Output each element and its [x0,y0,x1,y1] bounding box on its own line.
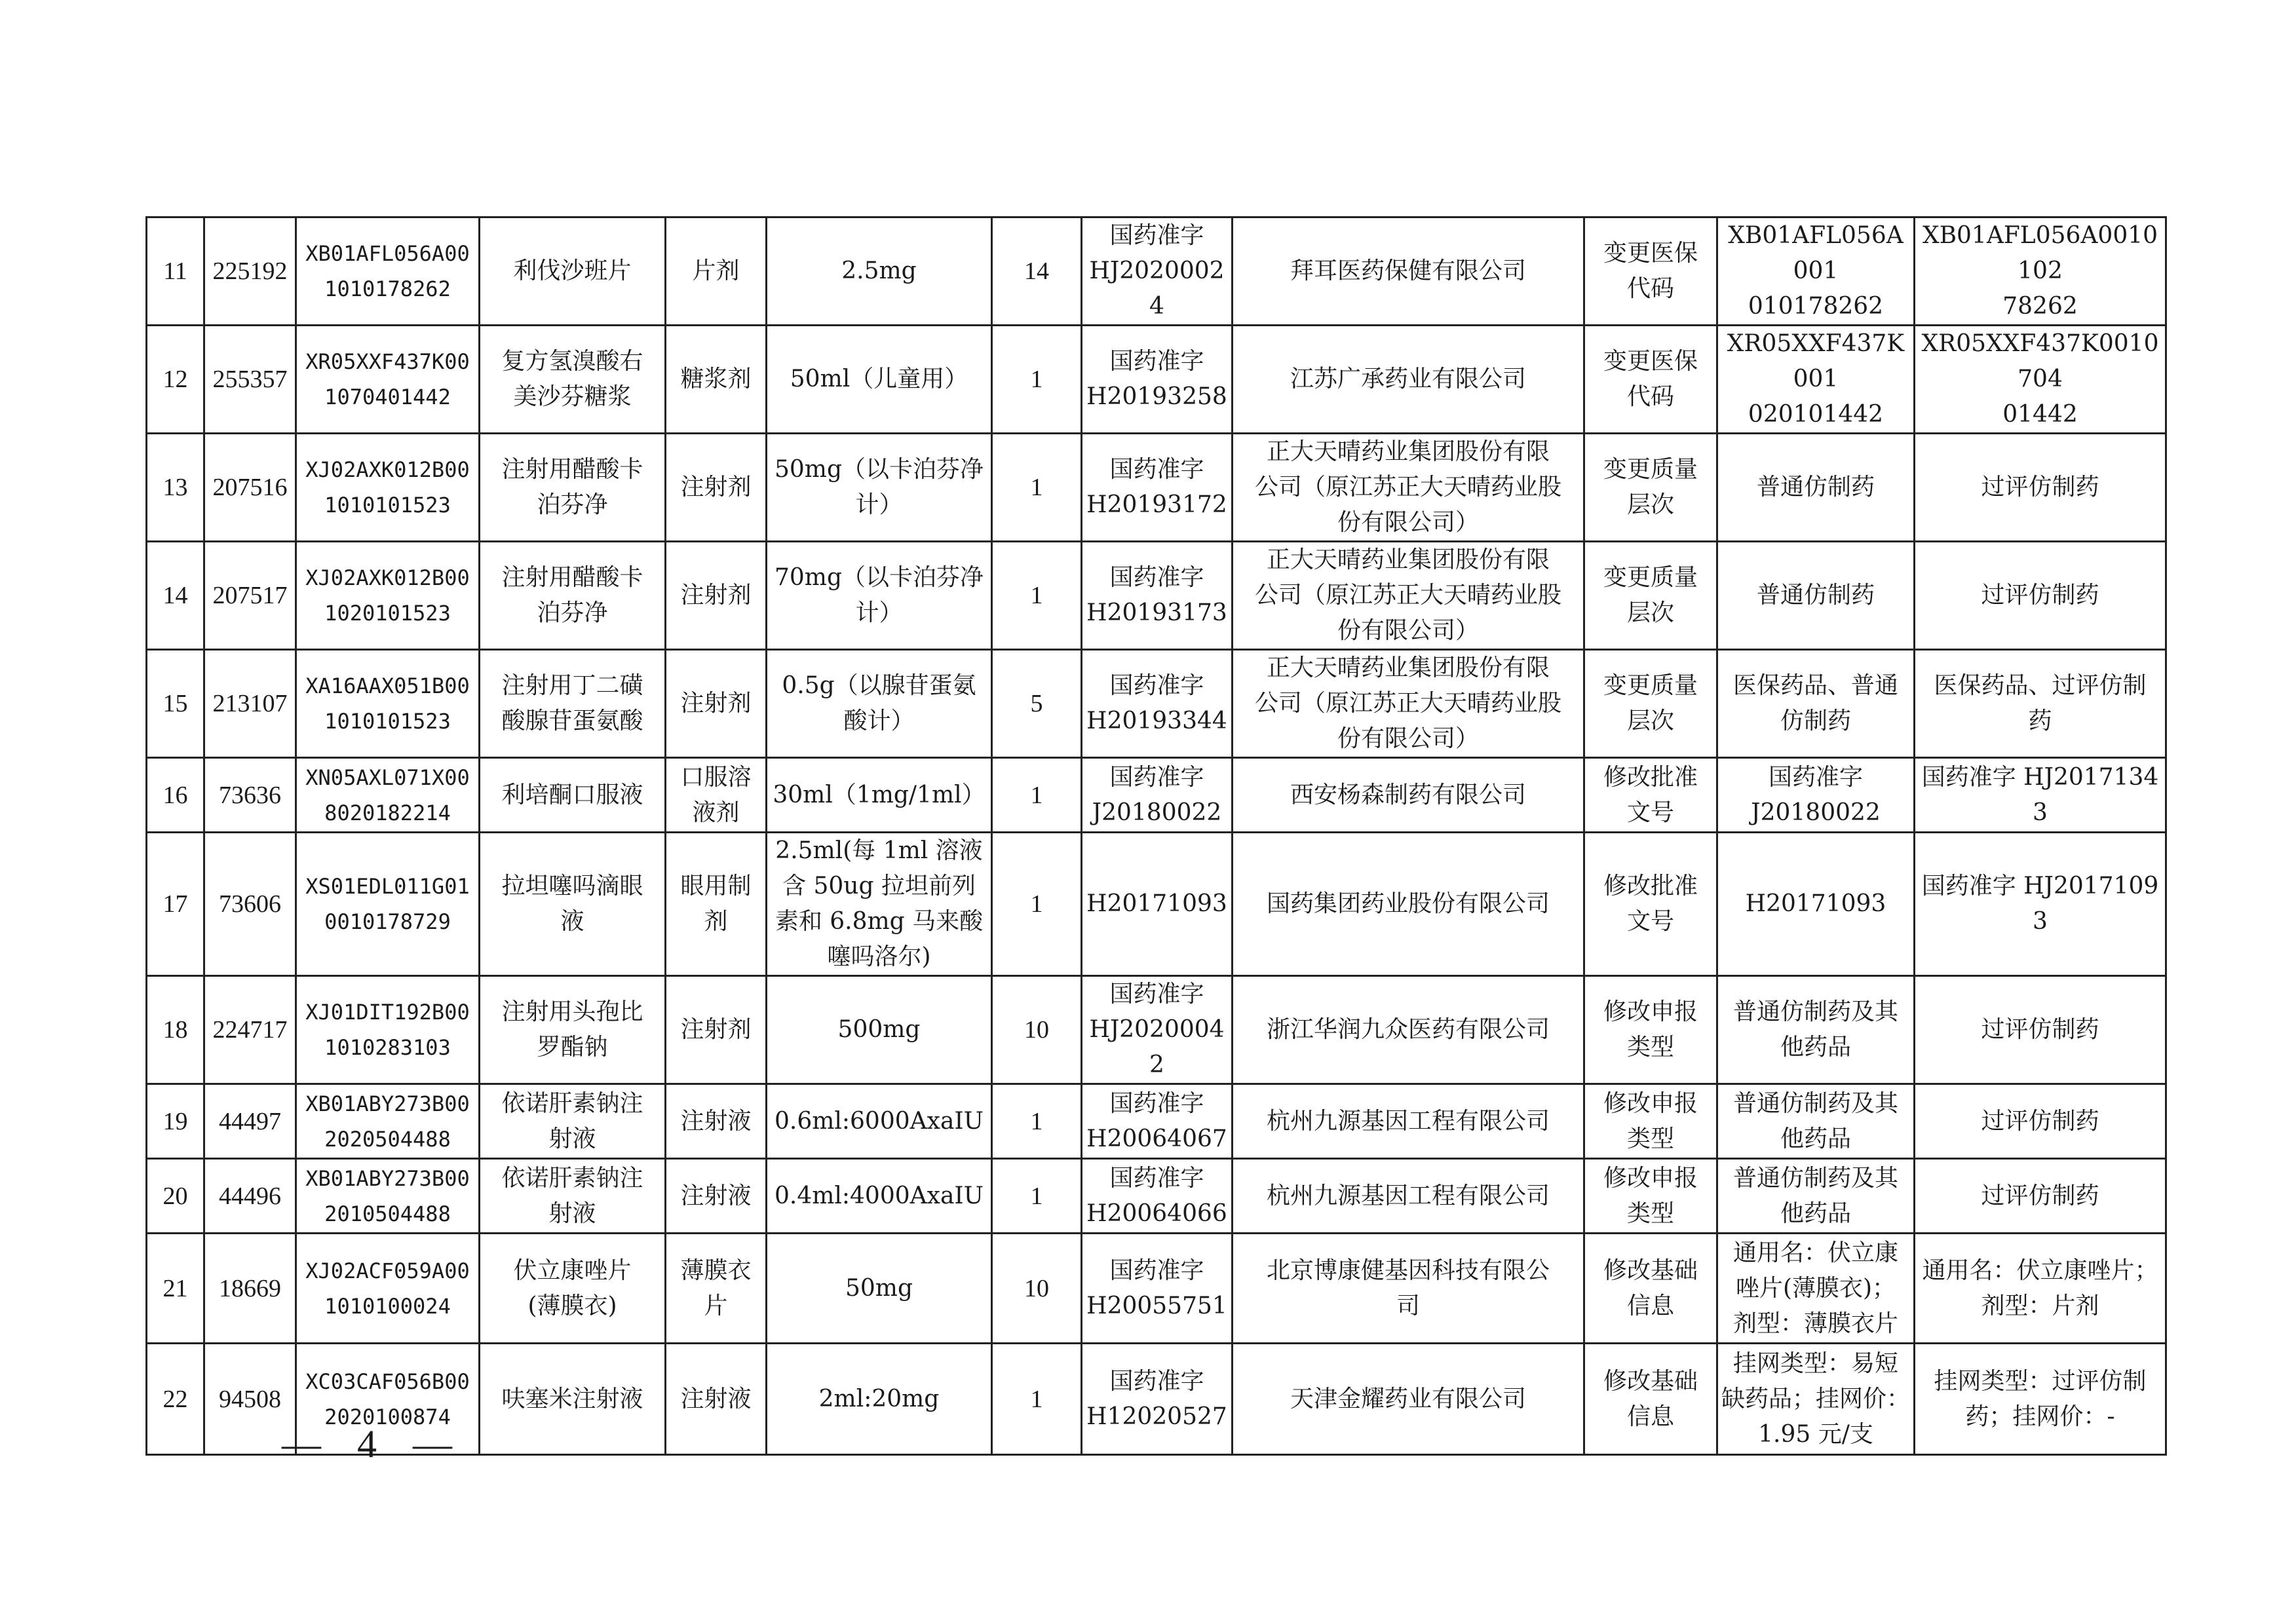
cell-package-quantity: 14 [992,217,1082,326]
cell-value-before: XB01AFL056A001 010178262 [1717,217,1915,326]
cell-change-type: 修改批准 文号 [1584,833,1717,976]
cell-value-before: 普通仿制药 [1717,434,1915,542]
cell-specification: 30ml（1mg/1ml） [767,758,992,833]
cell-value-after: 挂网类型：过评仿制 药；挂网价：- [1915,1344,2166,1455]
cell-value-after: XB01AFL056A0010102 78262 [1915,217,2166,326]
cell-drug-name: 注射用头孢比 罗酯钠 [480,976,666,1084]
cell-row-number: 19 [147,1084,204,1159]
cell-row-number: 22 [147,1344,204,1455]
cell-medical-code: XJ02AXK012B00 1020101523 [296,542,480,650]
cell-drug-id: 207516 [204,434,296,542]
cell-dosage-form: 糖浆剂 [666,326,767,434]
cell-value-before: H20171093 [1717,833,1915,976]
cell-medical-code: XS01EDL011G01 0010178729 [296,833,480,976]
cell-medical-code: XR05XXF437K00 1070401442 [296,326,480,434]
cell-value-after: 过评仿制药 [1915,434,2166,542]
table-row [147,758,2166,833]
cell-value-before: 挂网类型：易短 缺药品；挂网价： 1.95 元/支 [1717,1344,1915,1455]
cell-approval-number: 国药准字 H20064067 [1082,1084,1233,1159]
cell-specification: 50ml（儿童用） [767,326,992,434]
cell-value-before: 普通仿制药及其 他药品 [1717,1159,1915,1234]
cell-dosage-form: 注射液 [666,1084,767,1159]
cell-specification: 50mg（以卡泊芬净 计） [767,434,992,542]
cell-approval-number: 国药准字 HJ20200042 [1082,976,1233,1084]
cell-value-after: 国药准字 HJ20171343 [1915,758,2166,833]
cell-drug-name: 利培酮口服液 [480,758,666,833]
cell-package-quantity: 1 [992,758,1082,833]
table-row [147,1084,2166,1159]
cell-manufacturer: 正大天晴药业集团股份有限 公司（原江苏正大天晴药业股 份有限公司） [1233,650,1584,758]
cell-dosage-form: 眼用制 剂 [666,833,767,976]
cell-manufacturer: 拜耳医药保健有限公司 [1233,217,1584,326]
cell-value-after: 过评仿制药 [1915,542,2166,650]
cell-package-quantity: 10 [992,976,1082,1084]
cell-change-type: 变更质量 层次 [1584,434,1717,542]
cell-specification: 2ml:20mg [767,1344,992,1455]
cell-approval-number: 国药准字 H20193344 [1082,650,1233,758]
cell-row-number: 13 [147,434,204,542]
cell-drug-name: 注射用丁二磺 酸腺苷蛋氨酸 [480,650,666,758]
cell-manufacturer: 北京博康健基因科技有限公 司 [1233,1234,1584,1344]
cell-row-number: 18 [147,976,204,1084]
cell-specification: 50mg [767,1234,992,1344]
cell-drug-name: 注射用醋酸卡 泊芬净 [480,434,666,542]
cell-change-type: 变更医保 代码 [1584,326,1717,434]
cell-dosage-form: 注射剂 [666,434,767,542]
cell-medical-code: XJ02AXK012B00 1010101523 [296,434,480,542]
table-row [147,976,2166,1084]
cell-value-after: XR05XXF437K0010704 01442 [1915,326,2166,434]
cell-dosage-form: 口服溶 液剂 [666,758,767,833]
cell-package-quantity: 5 [992,650,1082,758]
cell-specification: 0.4ml:4000AxaIU [767,1159,992,1234]
cell-value-after: 国药准字 HJ20171093 [1915,833,2166,976]
cell-approval-number: 国药准字 H12020527 [1082,1344,1233,1455]
cell-value-after: 过评仿制药 [1915,1159,2166,1234]
cell-change-type: 修改基础 信息 [1584,1234,1717,1344]
table-row [147,326,2166,434]
cell-value-after: 医保药品、过评仿制 药 [1915,650,2166,758]
cell-dosage-form: 注射剂 [666,976,767,1084]
cell-change-type: 变更质量 层次 [1584,542,1717,650]
cell-change-type: 修改批准 文号 [1584,758,1717,833]
cell-approval-number: H20171093 [1082,833,1233,976]
cell-specification: 70mg（以卡泊芬净 计） [767,542,992,650]
cell-drug-id: 94508 [204,1344,296,1455]
cell-package-quantity: 1 [992,1084,1082,1159]
cell-drug-name: 依诺肝素钠注 射液 [480,1159,666,1234]
cell-approval-number: 国药准字 H20055751 [1082,1234,1233,1344]
cell-drug-id: 18669 [204,1234,296,1344]
cell-manufacturer: 正大天晴药业集团股份有限 公司（原江苏正大天晴药业股 份有限公司） [1233,542,1584,650]
cell-row-number: 12 [147,326,204,434]
cell-drug-id: 255357 [204,326,296,434]
cell-package-quantity: 1 [992,833,1082,976]
table-row [147,434,2166,542]
cell-change-type: 修改基础 信息 [1584,1344,1717,1455]
cell-value-before: XR05XXF437K001 020101442 [1717,326,1915,434]
cell-change-type: 修改申报 类型 [1584,1084,1717,1159]
cell-medical-code: XB01AFL056A00 1010178262 [296,217,480,326]
cell-package-quantity: 1 [992,434,1082,542]
cell-value-before: 医保药品、普通 仿制药 [1717,650,1915,758]
cell-value-before: 国药准字 J20180022 [1717,758,1915,833]
cell-specification: 0.5g（以腺苷蛋氨 酸计） [767,650,992,758]
cell-drug-name: 呋塞米注射液 [480,1344,666,1455]
table-row [147,1159,2166,1234]
table-row [147,1234,2166,1344]
cell-row-number: 14 [147,542,204,650]
cell-package-quantity: 1 [992,542,1082,650]
cell-specification: 0.6ml:6000AxaIU [767,1084,992,1159]
cell-drug-id: 44496 [204,1159,296,1234]
cell-approval-number: 国药准字 H20193258 [1082,326,1233,434]
cell-drug-id: 44497 [204,1084,296,1159]
cell-dosage-form: 注射剂 [666,542,767,650]
cell-value-before: 通用名：伏立康 唑片(薄膜衣)； 剂型：薄膜衣片 [1717,1234,1915,1344]
cell-change-type: 变更医保 代码 [1584,217,1717,326]
cell-drug-id: 213107 [204,650,296,758]
page-number: — 4 — [282,1422,465,1465]
cell-medical-code: XC03CAF056B00 2020100874 [296,1344,480,1455]
cell-drug-id: 224717 [204,976,296,1084]
cell-drug-name: 利伐沙班片 [480,217,666,326]
cell-specification: 2.5mg [767,217,992,326]
cell-value-before: 普通仿制药及其 他药品 [1717,976,1915,1084]
cell-package-quantity: 10 [992,1234,1082,1344]
cell-manufacturer: 杭州九源基因工程有限公司 [1233,1159,1584,1234]
cell-value-after: 过评仿制药 [1915,976,2166,1084]
cell-change-type: 修改申报 类型 [1584,976,1717,1084]
cell-medical-code: XB01ABY273B00 2010504488 [296,1159,480,1234]
cell-row-number: 17 [147,833,204,976]
cell-manufacturer: 浙江华润九众医药有限公司 [1233,976,1584,1084]
cell-manufacturer: 天津金耀药业有限公司 [1233,1344,1584,1455]
cell-drug-id: 73606 [204,833,296,976]
drug-change-table [145,216,2167,1456]
cell-drug-id: 225192 [204,217,296,326]
cell-drug-name: 注射用醋酸卡 泊芬净 [480,542,666,650]
cell-change-type: 变更质量 层次 [1584,650,1717,758]
cell-value-after: 过评仿制药 [1915,1084,2166,1159]
table-row [147,217,2166,326]
cell-row-number: 16 [147,758,204,833]
cell-manufacturer: 正大天晴药业集团股份有限 公司（原江苏正大天晴药业股 份有限公司） [1233,434,1584,542]
cell-change-type: 修改申报 类型 [1584,1159,1717,1234]
cell-approval-number: 国药准字 H20193172 [1082,434,1233,542]
cell-medical-code: XN05AXL071X00 8020182214 [296,758,480,833]
cell-approval-number: 国药准字 H20193173 [1082,542,1233,650]
cell-value-after: 通用名：伏立康唑片； 剂型：片剂 [1915,1234,2166,1344]
table-row [147,542,2166,650]
cell-medical-code: XJ02ACF059A00 1010100024 [296,1234,480,1344]
cell-drug-name: 依诺肝素钠注 射液 [480,1084,666,1159]
cell-dosage-form: 注射液 [666,1159,767,1234]
cell-manufacturer: 杭州九源基因工程有限公司 [1233,1084,1584,1159]
cell-approval-number: 国药准字 HJ20200024 [1082,217,1233,326]
cell-medical-code: XJ01DIT192B00 1010283103 [296,976,480,1084]
cell-medical-code: XA16AAX051B00 1010101523 [296,650,480,758]
cell-package-quantity: 1 [992,326,1082,434]
cell-dosage-form: 片剂 [666,217,767,326]
cell-value-before: 普通仿制药及其 他药品 [1717,1084,1915,1159]
cell-row-number: 15 [147,650,204,758]
cell-approval-number: 国药准字 H20064066 [1082,1159,1233,1234]
cell-row-number: 21 [147,1234,204,1344]
cell-approval-number: 国药准字 J20180022 [1082,758,1233,833]
cell-drug-name: 伏立康唑片 (薄膜衣) [480,1234,666,1344]
cell-package-quantity: 1 [992,1344,1082,1455]
cell-drug-name: 复方氢溴酸右 美沙芬糖浆 [480,326,666,434]
cell-dosage-form: 注射液 [666,1344,767,1455]
cell-drug-id: 207517 [204,542,296,650]
table-row [147,833,2166,976]
cell-manufacturer: 江苏广承药业有限公司 [1233,326,1584,434]
cell-specification: 500mg [767,976,992,1084]
cell-specification: 2.5ml(每 1ml 溶液 含 50ug 拉坦前列 素和 6.8mg 马来酸 噻吗洛尔) [767,833,992,976]
table-row [147,650,2166,758]
cell-value-before: 普通仿制药 [1717,542,1915,650]
cell-drug-name: 拉坦噻吗滴眼 液 [480,833,666,976]
cell-row-number: 11 [147,217,204,326]
cell-drug-id: 73636 [204,758,296,833]
cell-dosage-form: 注射剂 [666,650,767,758]
cell-medical-code: XB01ABY273B00 2020504488 [296,1084,480,1159]
cell-package-quantity: 1 [992,1159,1082,1234]
cell-manufacturer: 西安杨森制药有限公司 [1233,758,1584,833]
cell-row-number: 20 [147,1159,204,1234]
cell-manufacturer: 国药集团药业股份有限公司 [1233,833,1584,976]
cell-dosage-form: 薄膜衣 片 [666,1234,767,1344]
